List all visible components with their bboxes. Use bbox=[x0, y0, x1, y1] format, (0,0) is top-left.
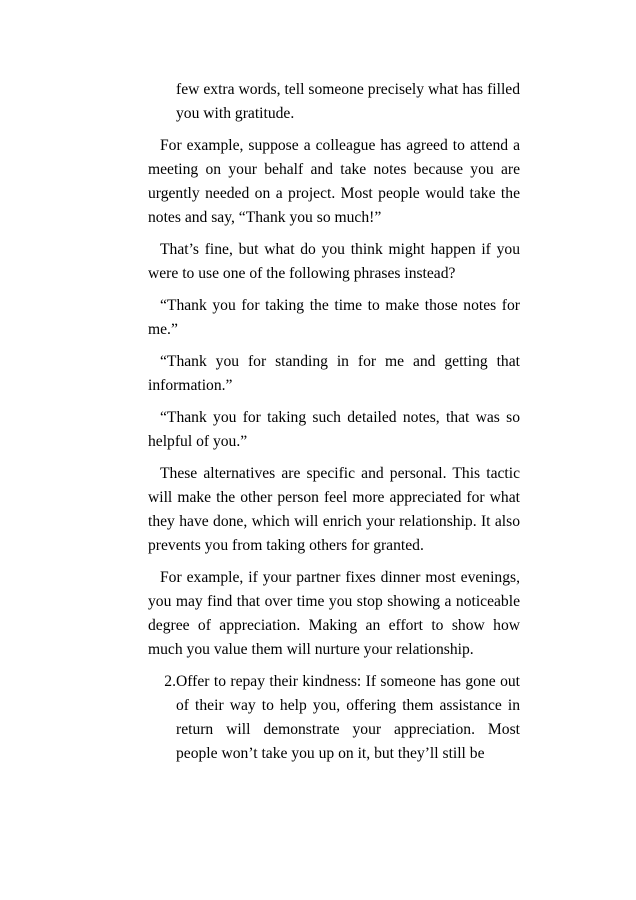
quote-phrase-2: “Thank you for standing in for me and getting that information.” bbox=[148, 353, 520, 394]
document-page bbox=[148, 78, 520, 766]
paragraph-continuation: few extra words, tell someone precisely what has filled you with gratitude. bbox=[176, 81, 520, 122]
paragraph-partner-example: For example, if your partner fixes dinner most evenings, you may find that over time you stop showing a noticeable degree of appreciation. Making an effort to show how much you value them will nurture your relationship. bbox=[148, 569, 520, 658]
quote-phrase-1: “Thank you for taking the time to make those notes for me.” bbox=[148, 297, 520, 338]
list-item-number: 2. bbox=[164, 673, 176, 690]
list-item-2 bbox=[148, 670, 520, 766]
quote-phrase-3: “Thank you for taking such detailed notes, that was so helpful of you.” bbox=[148, 409, 520, 450]
paragraph-colleague-example: For example, suppose a colleague has agreed to attend a meeting on your behalf and take notes because you are urgently needed on a project. Most people would take the notes and say, “Thank you so much!” bbox=[148, 137, 520, 226]
list-item-text: Offer to repay their kindness: If someone has gone out of their way to help you, offering them assistance in return will demonstrate your appreciation. Most people won’t take you up on it, but they’ll still be bbox=[176, 673, 520, 762]
paragraph-alternative-question: That’s fine, but what do you think might happen if you were to use one of the following phrases instead? bbox=[148, 241, 520, 282]
paragraph-alternatives-specific: These alternatives are specific and personal. This tactic will make the other person feel more appreciated for what they have done, which will enrich your relationship. It also prevents you from taking others for granted. bbox=[148, 465, 520, 554]
